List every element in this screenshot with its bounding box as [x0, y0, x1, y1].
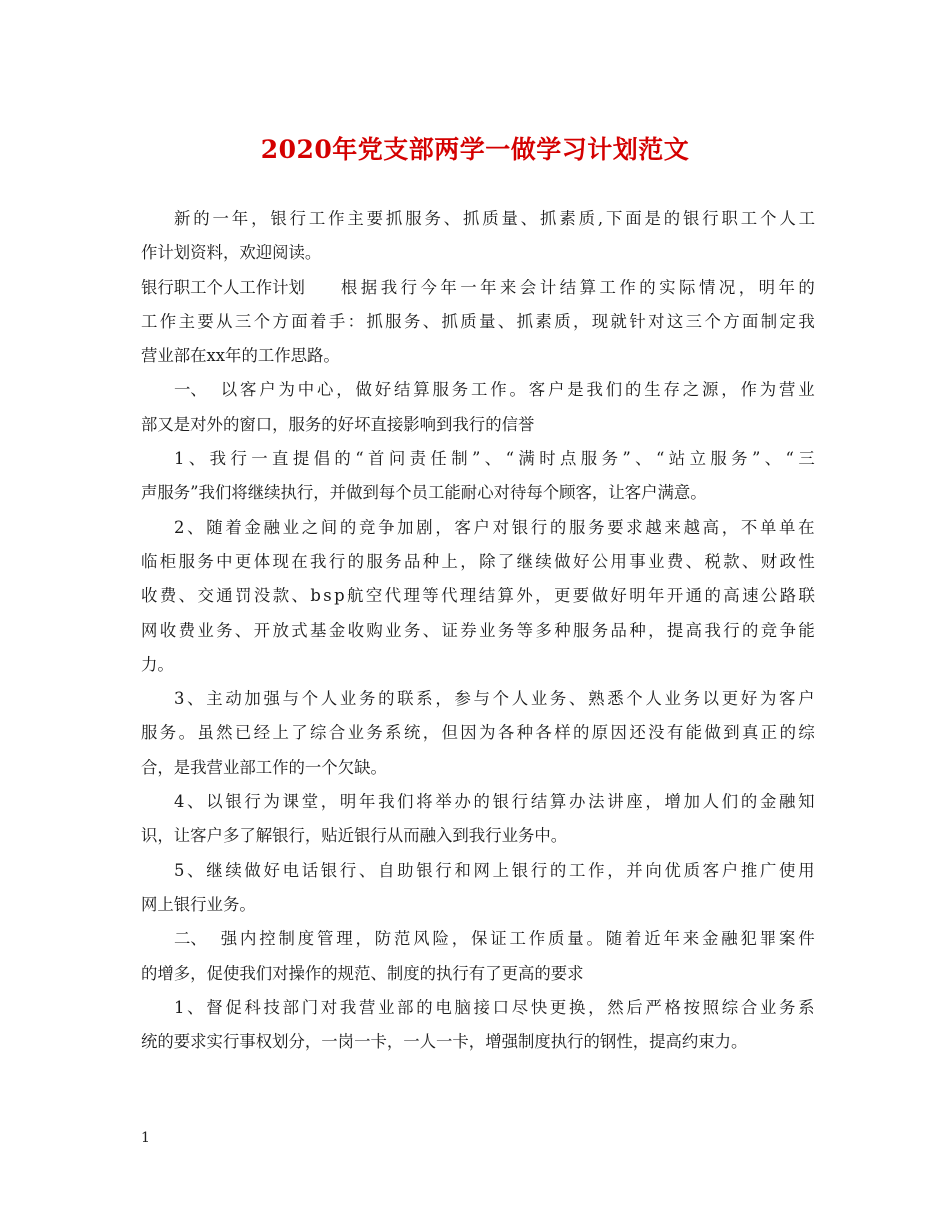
text-line: 网 收 费 业 务 、 开 放 式 基 金 收 购 业 务 、 证 券 业 务 等 多 种 服 务 品 种 ， 提 高 我 行 的 竞 争 能	[141, 620, 815, 640]
line-text: 识，让客户多了解银行，贴近银行从而融入到我行业务中。	[141, 826, 568, 846]
line-text: 部又是对外的窗口，服务的好坏直接影响到我行的信誉	[141, 414, 535, 434]
text-line: 4 、 以 银 行 为 课 堂 ， 明 年 我 们 将 举 办 的 银 行 结 算 办 法 讲 座 ， 增 加 人 们 的 金 融 知	[174, 792, 815, 812]
line-segment: 强 内 控 制 度 管 理 ， 防 范 风 险 ， 保 证 工 作 质 量 。 随 着 近 年 来 金 融 犯 罪 案 件	[220, 929, 815, 949]
text-line	[141, 888, 815, 922]
line-segment: 以 客 户 为 中 心 ， 做 好 结 算 服 务 工 作 。 客 户 是 我 们 的 生 存 之 源 ， 作 为 营 业	[220, 380, 815, 400]
text-line	[141, 373, 815, 407]
line-segment: 根 据 我 行 今 年 一 年 来 会 计 结 算 工 作 的 实 际 情 况 ， 明 年 的	[340, 277, 815, 297]
text-line	[141, 408, 815, 442]
text-line	[141, 1025, 815, 1059]
document-body	[141, 202, 815, 1059]
text-line	[141, 339, 815, 373]
line-text: 营业部在xx年的工作思路。	[141, 346, 340, 366]
line-text: 合，是我营业部工作的一个欠缺。	[141, 757, 387, 777]
line-text: 力。	[141, 654, 174, 674]
text-line: 1 、 督 促 科 技 部 门 对 我 营 业 部 的 电 脑 接 口 尽 快 更 换 ， 然 后 严 格 按 照 综 合 业 务 系	[174, 997, 815, 1017]
text-line	[141, 271, 815, 305]
text-line	[141, 476, 815, 510]
text-line: 3 、 主 动 加 强 与 个 人 业 务 的 联 系 ， 参 与 个 人 业 务 、 熟 悉 个 人 业 务 以 更 好 为 客 户	[174, 689, 815, 709]
line-segment: 二、	[174, 929, 207, 949]
text-line: 收 费 、 交 通 罚 没 款 、 b s p 航 空 代 理 等 代 理 结 算 外 ， 更 要 做 好 明 年 开 通 的 高 速 公 路 联	[141, 586, 815, 606]
line-text: 网上银行业务。	[141, 894, 256, 914]
text-line: 工 作 主 要 从 三 个 方 面 着 手 ： 抓 服 务 、 抓 质 量 、 抓 素 质 ， 现 就 针 对 这 三 个 方 面 制 定 我	[141, 311, 815, 331]
text-line	[141, 751, 815, 785]
page-title: 2020年党支部两学一做学习计划范文	[260, 135, 690, 164]
text-line	[141, 648, 815, 682]
text-line: 新 的 一 年 ， 银 行 工 作 主 要 抓 服 务 、 抓 质 量 、 抓 素 质 , 下 面 是 的 银 行 职 工 个 人 工	[174, 209, 815, 228]
text-line: 5 、 继 续 做 好 电 话 银 行 、 自 助 银 行 和 网 上 银 行 的 工 作 ， 并 向 优 质 客 户 推 广 使 用	[174, 860, 815, 880]
line-text: 统的要求实行事权划分，一岗一卡，一人一卡，增强制度执行的钢性，提高约束力。	[141, 1032, 748, 1052]
text-line	[141, 957, 815, 991]
page-number: 1	[141, 1130, 150, 1146]
text-line: 1 、 我 行 一 直 提 倡 的 “ 首 问 责 任 制 ” 、 “ 满 时 点 服 务 ” 、 “ 站 立 服 务 ” 、 “ 三	[174, 449, 815, 469]
text-line	[141, 922, 815, 956]
text-line	[141, 236, 815, 270]
line-segment: 银行职工个人工作计划	[141, 277, 305, 297]
line-text: 声服务”我们将继续执行，并做到每个员工能耐心对待每个顾客，让客户满意。	[141, 483, 707, 503]
text-line	[141, 819, 815, 853]
line-text: 作计划资料，欢迎阅读。	[141, 243, 322, 263]
line-text: 的增多，促使我们对操作的规范、制度的执行有了更高的要求	[141, 963, 584, 983]
text-line: 临 柜 服 务 中 更 体 现 在 我 行 的 服 务 品 种 上 ， 除 了 继 续 做 好 公 用 事 业 费 、 税 款 、 财 政 性	[141, 551, 815, 571]
text-line: 服 务 。 虽 然 已 经 上 了 综 合 业 务 系 统 ， 但 因 为 各 种 各 样 的 原 因 还 没 有 能 做 到 真 正 的 综	[141, 723, 815, 743]
text-line: 2 、 随 着 金 融 业 之 间 的 竞 争 加 剧 ， 客 户 对 银 行 的 服 务 要 求 越 来 越 高 ， 不 单 单 在	[174, 517, 815, 537]
line-segment: 一、	[174, 380, 207, 400]
